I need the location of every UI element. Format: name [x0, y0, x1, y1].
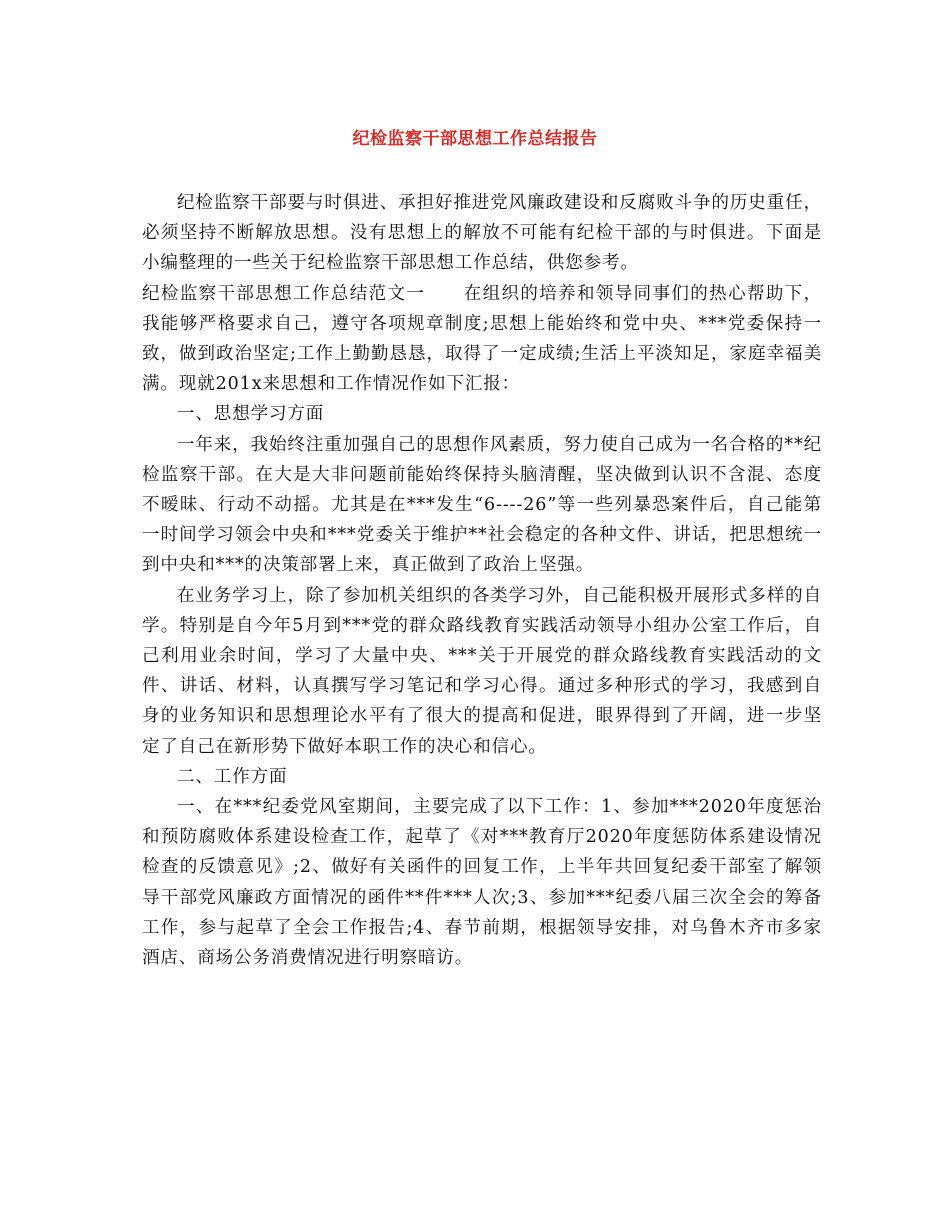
intro-paragraph: 纪检监察干部要与时俱进、承担好推进党风廉政建设和反腐败斗争的历史重任，必须坚持不断解放思想。没有思想上的解放不可能有纪检干部的与时俱进。下面是小编整理的一些关于纪检监察干部思想工作总结，供您参考。: [142, 193, 822, 274]
section-heading-work: 二、工作方面: [177, 766, 288, 787]
document-title: 纪检监察干部思想工作总结报告: [352, 129, 598, 149]
study-paragraph-1: 一年来，我始终注重加强自己的思想作风素质，努力使自己成为一名合格的**纪检监察干部。在大是大非问题前能始终保持头脑清醒，坚决做到认识不含混、态度不暧昧、行动不动摇。尤其是在***发生“6----26”等一些列暴恐案件后，自己能第一时间学习领会中央和***党委关于维护**社会稳定的各种文件、讲话，把思想统一到中央和***的决策部署上来，真正做到了政治上坚强。: [142, 434, 822, 576]
sample-opening: 在组织的培养和领导同事们的热心帮助下，我能够严格要求自己，遵守各项规章制度;思想上能始终和党中央、***党委保持一致，做到政治坚定;工作上勤勤恳恳，取得了一定成绩;生活上平淡知足，家庭幸福美满。现就201x来思想和工作情况作如下汇报：: [142, 283, 822, 395]
document-body: [142, 188, 822, 973]
sample-heading-paragraph: [142, 279, 822, 400]
work-paragraph-1: 一、在***纪委党风室期间，主要完成了以下工作：1、参加***2020年度惩治和预防腐败体系建设检查工作，起草了《对***教育厅2020年度惩防体系建设情况检查的反馈意见》;2、做好有关函件的回复工作，上半年共回复纪委干部室了解领导干部党风廉政方面情况的函件**件***人次;3、参加***纪委八届三次全会的筹备工作，参与起草了全会工作报告;4、春节前期，根据领导安排，对乌鲁木齐市多家酒店、商场公务消费情况进行明察暗访。: [142, 797, 822, 969]
sample-heading: 纪检监察干部思想工作总结范文一: [142, 283, 426, 304]
study-paragraph-2: 在业务学习上，除了参加机关组织的各类学习外，自己能积极开展形式多样的自学。特别是自今年5月到***党的群众路线教育实践活动领导小组办公室工作后，自己利用业余时间，学习了大量中央、***关于开展党的群众路线教育实践活动的文件、讲话、材料，认真撰写学习笔记和学习心得。通过多种形式的学习，我感到自身的业务知识和思想理论水平有了很大的提高和促进，眼界得到了开阔，进一步坚定了自己在新形势下做好本职工作的决心和信心。: [142, 585, 822, 757]
section-heading-study: 一、思想学习方面: [177, 404, 325, 425]
